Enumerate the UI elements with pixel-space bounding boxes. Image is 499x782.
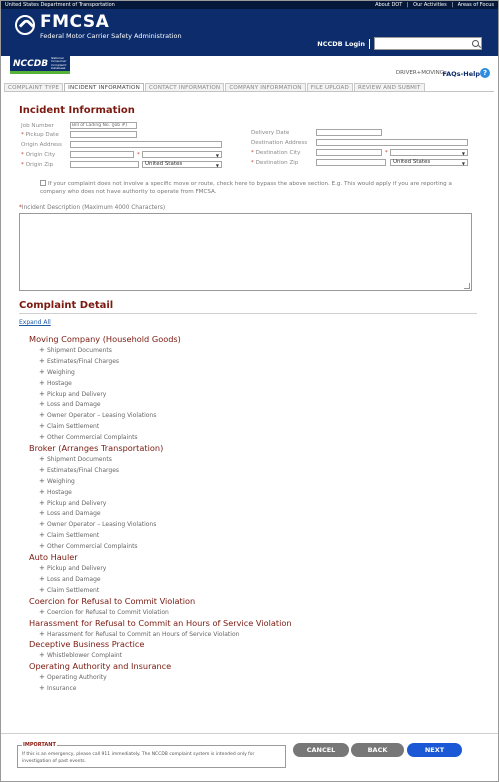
subcategory-label: Other Commercial Complaints [47, 543, 138, 551]
tab-incident-information[interactable]: INCIDENT INFORMATION [64, 83, 144, 92]
nccdb-logo: NCCDB National Consumer Complaint Database [10, 56, 70, 71]
footer-divider [1, 733, 498, 734]
chevron-down-icon: ▼ [215, 153, 219, 158]
subcategory-label: Pickup and Delivery [47, 390, 107, 398]
tab-review-and-submit[interactable]: REVIEW AND SUBMIT [354, 83, 425, 92]
login-search-area [317, 37, 482, 50]
destination-zip-input[interactable] [316, 159, 386, 166]
complaint-category[interactable]: Coercion for Refusal to Commit Violation [29, 595, 196, 606]
subcategory-label: Weighing [47, 477, 75, 485]
next-button[interactable]: NEXT [407, 743, 462, 757]
origin-zip-label: * Origin Zip [21, 162, 54, 168]
chevron-down-icon: ▼ [215, 163, 219, 168]
complaint-category[interactable]: Deceptive Business Practice [29, 639, 145, 650]
complaint-subcategory[interactable] [29, 672, 469, 683]
fmcsa-logo[interactable] [15, 13, 182, 40]
driver-moving-label: DRIVER+MOVING [395, 70, 444, 76]
subcategory-label: Other Commercial Complaints [47, 434, 138, 442]
origin-state-required-mark: * [137, 152, 140, 158]
complaint-detail-title: Complaint Detail [19, 300, 114, 311]
bypass-checkbox[interactable] [40, 180, 46, 186]
incident-description-textarea[interactable] [19, 213, 472, 291]
back-button[interactable]: BACK [351, 743, 404, 757]
important-notice [17, 742, 286, 768]
subcategory-label: Weighing [47, 368, 75, 376]
expand-plus-icon[interactable]: + [39, 651, 45, 660]
complaint-subcategory[interactable] [29, 476, 469, 487]
subcategory-label: Pickup and Delivery [47, 499, 107, 507]
expand-plus-icon[interactable]: + [39, 422, 45, 431]
origin-zip-input[interactable] [70, 161, 139, 168]
complaint-subcategory[interactable] [29, 454, 469, 465]
green-accent-strip [10, 71, 70, 74]
subcategory-label: Pickup and Delivery [47, 565, 107, 573]
expand-plus-icon[interactable]: + [39, 411, 45, 420]
top-link-separator: | [406, 2, 409, 8]
chevron-down-icon: ▼ [461, 161, 465, 166]
expand-plus-icon[interactable]: + [39, 498, 45, 507]
complaint-subcategory[interactable] [29, 367, 469, 378]
subcategory-label: Claim Settlement [47, 532, 100, 540]
expand-plus-icon[interactable]: + [39, 531, 45, 540]
site-header [1, 9, 498, 56]
destination-city-input[interactable] [316, 149, 382, 156]
tab-file-upload[interactable]: FILE UPLOAD [307, 83, 353, 92]
expand-plus-icon[interactable]: + [39, 574, 45, 583]
subcategory-label: Owner Operator – Leasing Violations [47, 412, 157, 420]
expand-plus-icon[interactable]: + [39, 455, 45, 464]
tab-contact-information[interactable]: CONTACT INFORMATION [145, 83, 224, 92]
complaint-category[interactable]: Auto Hauler [29, 552, 78, 563]
cancel-button[interactable]: CANCEL [293, 743, 349, 757]
subcategory-label: Operating Authority [47, 674, 107, 682]
expand-plus-icon[interactable]: + [39, 673, 45, 682]
search-input[interactable] [374, 37, 482, 50]
subcategory-label: Estimates/Final Charges [47, 357, 120, 365]
complaint-subcategory[interactable] [29, 399, 469, 410]
complaint-subcategory[interactable] [29, 465, 469, 476]
chevron-down-icon: ▼ [461, 151, 465, 156]
nccdb-login-link[interactable]: NCCDB Login [317, 39, 365, 48]
origin-address-input[interactable] [70, 141, 222, 148]
destination-zip-label: * Destination Zip [251, 160, 299, 166]
resize-handle-icon[interactable] [464, 283, 470, 289]
origin-address-label: Origin Address [21, 142, 62, 148]
expand-plus-icon[interactable]: + [39, 607, 45, 616]
job-number-input[interactable]: Bill of Lading No. (Job #) [70, 122, 137, 129]
expand-plus-icon[interactable]: + [39, 585, 45, 594]
pickup-date-input[interactable] [70, 131, 137, 138]
complaint-subcategory[interactable] [29, 487, 469, 498]
incident-information-title: Incident Information [19, 105, 135, 116]
delivery-date-input[interactable] [316, 129, 382, 136]
subcategory-label: Estimates/Final Charges [47, 466, 120, 474]
important-text: If this is an emergency, please call 911 immediately. The NCCDB complaint system is intended only for investigation of past events. [22, 752, 255, 764]
fmcsa-emblem-icon [15, 15, 35, 35]
subcategory-label: Shipment Documents [47, 456, 112, 464]
complaint-category-tree [29, 334, 469, 694]
top-link-separator: | [451, 2, 454, 8]
complaint-subcategory[interactable] [29, 683, 469, 694]
complaint-subcategory[interactable] [29, 356, 469, 367]
expand-plus-icon[interactable]: + [39, 433, 45, 442]
subcategory-label: Shipment Documents [47, 347, 112, 354]
expand-plus-icon[interactable]: + [39, 520, 45, 529]
complaint-subcategory[interactable] [29, 378, 469, 389]
tabs-divider [4, 91, 494, 92]
expand-plus-icon[interactable]: + [39, 542, 45, 551]
login-separator [369, 39, 370, 49]
job-number-label: Job Number [21, 123, 54, 129]
delivery-date-label: Delivery Date [251, 130, 290, 136]
search-icon[interactable] [472, 40, 479, 47]
subcategory-label: Owner Operator – Leasing Violations [47, 521, 157, 529]
subcategory-label: Coercion for Refusal to Commit Violation [47, 608, 169, 616]
bypass-option [40, 180, 460, 196]
destination-country-select[interactable]: United States ▼ [390, 159, 468, 166]
complaint-subcategory[interactable] [29, 410, 469, 421]
expand-plus-icon[interactable]: + [39, 487, 45, 496]
subcategory-label: Hostage [47, 488, 72, 496]
expand-plus-icon[interactable]: + [39, 684, 45, 693]
subcategory-label: Claim Settlement [47, 586, 100, 594]
subcategory-label: Harassment for Refusal to Commit an Hours of Service Violation [47, 630, 240, 638]
complaint-category[interactable]: Harassment for Refusal to Commit an Hours of Service Violation [29, 617, 292, 628]
subcategory-label: Whistleblower Complaint [47, 652, 123, 660]
logo-subtitle: Federal Motor Carrier Safety Administration [40, 32, 182, 40]
pickup-date-label: * Pickup Date [21, 132, 59, 138]
subcategory-label: Hostage [47, 379, 72, 387]
destination-address-label: Destination Address [251, 140, 308, 146]
complaint-subcategory[interactable] [29, 629, 469, 640]
areas-of-focus-link[interactable]: Areas of Focus [457, 2, 494, 8]
subcategory-label: Loss and Damage [47, 401, 101, 409]
expand-plus-icon[interactable]: + [39, 389, 45, 398]
expand-plus-icon[interactable]: + [39, 367, 45, 376]
logo-title: FMCSA [40, 12, 110, 32]
complaint-subcategory[interactable] [29, 563, 469, 574]
subcategory-label: Loss and Damage [47, 575, 101, 583]
complaint-subcategory[interactable] [29, 508, 469, 519]
complaint-subcategory[interactable] [29, 574, 469, 585]
expand-plus-icon[interactable]: + [39, 629, 45, 638]
subcategory-label: Insurance [47, 685, 77, 693]
nccdb-subbar [1, 55, 499, 78]
complaint-category[interactable]: Operating Authority and Insurance [29, 661, 172, 672]
complaint-subcategory[interactable] [29, 585, 469, 596]
complaint-subcategory[interactable] [29, 345, 469, 356]
important-title: IMPORTANT [23, 742, 56, 748]
expand-plus-icon[interactable]: + [39, 356, 45, 365]
complaint-subcategory[interactable] [29, 389, 469, 400]
complaint-subcategory[interactable] [29, 607, 469, 618]
expand-plus-icon[interactable]: + [39, 509, 45, 518]
expand-plus-icon[interactable]: + [39, 465, 45, 474]
expand-all-link[interactable]: Expand All [19, 319, 51, 326]
top-links [372, 2, 494, 8]
origin-country-select[interactable]: United States ▼ [142, 161, 222, 168]
faqs-help-link[interactable]: FAQs-Help [442, 70, 480, 78]
tab-company-information[interactable]: COMPANY INFORMATION [225, 83, 305, 92]
destination-city-label: * Destination City [251, 150, 301, 156]
destination-state-select[interactable] [390, 149, 468, 156]
subcategory-label: Claim Settlement [47, 423, 100, 431]
bypass-text: If your complaint does not involve a specific move or route, check here to bypass the above section. E.g. This would apply if you are reporting a company who does not have authority to operate from FMCSA. [40, 181, 452, 195]
about-dot-link[interactable]: About DOT [375, 2, 403, 8]
destination-state-required-mark: * [385, 150, 388, 156]
expand-plus-icon[interactable]: + [39, 476, 45, 485]
help-icon[interactable]: ? [480, 68, 490, 78]
complaint-subcategory[interactable] [29, 650, 469, 661]
destination-address-input[interactable] [316, 139, 468, 146]
complaint-category[interactable]: Moving Company (Household Goods) [29, 334, 181, 344]
complaint-subcategory[interactable] [29, 530, 469, 541]
complaint-subcategory[interactable] [29, 519, 469, 530]
expand-plus-icon[interactable]: + [39, 564, 45, 573]
complaint-subcategory[interactable] [29, 498, 469, 509]
our-activities-link[interactable]: Our Activities [413, 2, 447, 8]
subcategory-label: Loss and Damage [47, 510, 101, 518]
section-divider [19, 313, 477, 314]
tab-complaint-type[interactable]: COMPLAINT TYPE [4, 83, 63, 92]
complaint-category[interactable]: Broker (Arranges Transportation) [29, 443, 164, 454]
dot-agency-link[interactable]: United States Department of Transportation [5, 2, 115, 8]
origin-state-select[interactable] [142, 151, 222, 158]
complaint-subcategory[interactable] [29, 421, 469, 432]
origin-city-input[interactable] [70, 151, 134, 158]
top-utility-bar [1, 1, 498, 9]
expand-plus-icon[interactable]: + [39, 346, 45, 354]
expand-plus-icon[interactable]: + [39, 378, 45, 387]
complaint-subcategory[interactable] [29, 541, 469, 552]
incident-description-label: *Incident Description (Maximum 4000 Characters) [19, 205, 166, 211]
complaint-subcategory[interactable] [29, 432, 469, 443]
expand-plus-icon[interactable]: + [39, 400, 45, 409]
origin-city-label: * Origin City [21, 152, 56, 158]
